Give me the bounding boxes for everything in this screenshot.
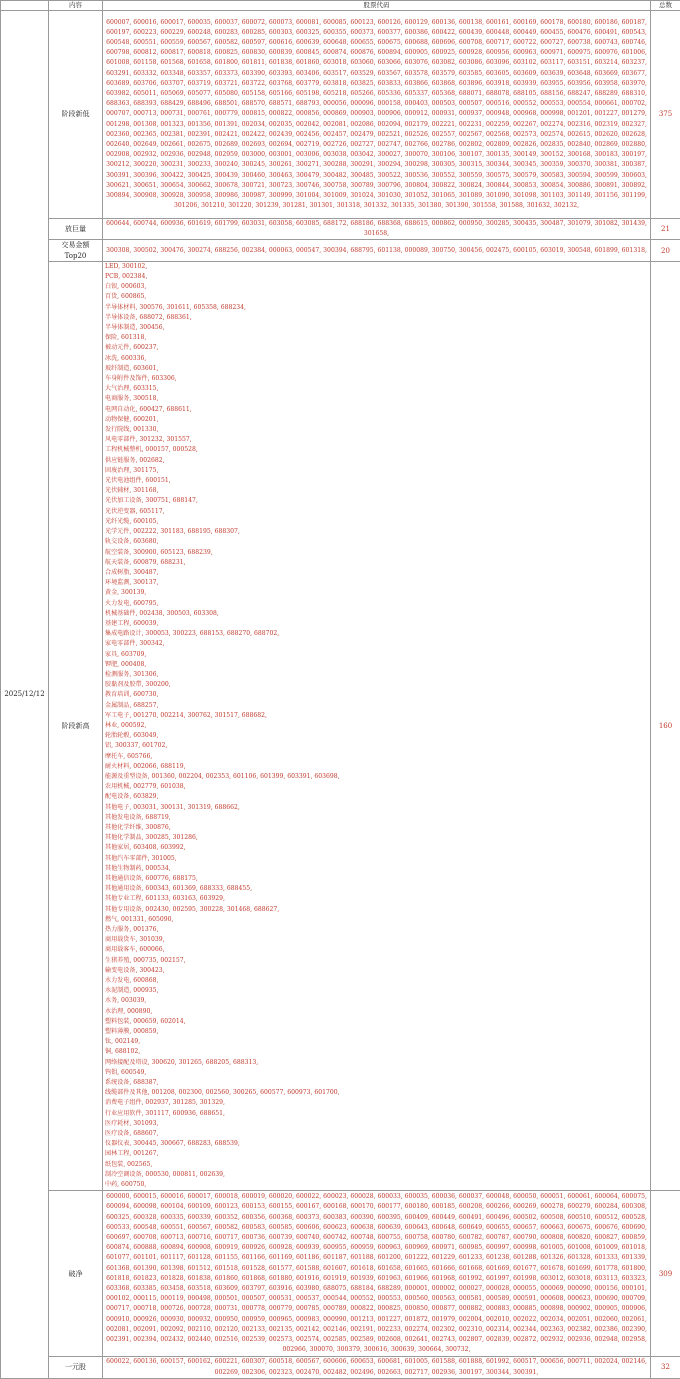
industry-line: 其他化学纤维, 300876, [105, 823, 648, 833]
industry-line: 保险, 601318, [105, 333, 648, 343]
industry-line: 水治理, 000890, [105, 1007, 648, 1017]
industry-line: 光伏加工设备, 300751, 688147, [105, 496, 648, 506]
industry-line: 车身附件及饰件, 603306, [105, 374, 648, 384]
industry-line: 热力服务, 001376, [105, 925, 648, 935]
industry-line: 白银, 000603, [105, 282, 648, 292]
industry-line: 钛, 002149, [105, 1037, 648, 1047]
category-cell: 阶段新高 [49, 261, 103, 1190]
industry-line: 铜, 688102, [105, 1047, 648, 1057]
industry-line: 被动元件, 600237, [105, 343, 648, 353]
category-cell: 放巨量 [49, 219, 103, 240]
industry-line: 固废治理, 301175, [105, 466, 648, 476]
category-cell: 破净 [49, 1191, 103, 1357]
codes-cell: 600000, 600015, 600016, 600017, 600018, 600019, 600020, 600022, 600023, 600028, 600033, 600035, 600036, 600037, 600048, 600050, 600051, 600061, 600064, 600075, 600094, 600098, 600104, 600109, 600123, 600153, 600155, 600167, 600168, 600170, 600177, 600180, 600185, 600208, 600266, 600269, 600278, 600279, 600284, 600308, 600325, 600328, 600335, 600339, 600352, 600356, 600368, 600373, 600383, 600390, 600395, 600409, 600449, 600491, 600496, 600502, 600508, 600510, 600512, 600528, 600533, 600548, 600551, 600567, 600582, 600583, 600585, 600606, 600623, 600638, 600639, 600643, 600648, 600649, 600655, 600657, 600663, 600675, 600676, 600690, 600697, 600708, 600713, 600716, 600717, 600736, 600739, 600740, 600742, 600748, 600755, 600758, 600780, 600782, 600787, 600790, 600808, 600820, 600827, 600859, 600874, 600888, 600894, 600908, 600919, 600926, 600928, 600939, 600955, 600959, 600963, 600969, 600971, 600985, 600997, 600998, 601005, 601008, 601009, 601018, 601077, 601101, 601117, 601128, 601155, 601166, 601169, 601186, 601187, 601188, 601200, 601222, 601229, 601233, 601238, 601288, 601326, 601328, 601333, 601339, 601368, 601390, 601398, 601512, 601518, 601528, 601577, 601588, 601607, 601618, 601658, 601665, 601666, 601668, 601669, 601677, 601678, 601699, 601778, 601800, 601818, 601823, 601828, 601838, 601860, 601868, 601880, 601916, 601919, 601939, 601963, 601966, 601968, 601992, 601997, 601998, 603012, 603018, 603113, 603323, 603368, 603385, 603458, 603518, 603609, 603797, 603916, 603980, 688075, 688184, 688289, 000001, 000002, 000027, 000028, 000055, 000069, 000090, 000156, 000101, 000102, 000115, 000119, 000498, 000501, 000507, 000531, 000537, 000544, 000552, 000553, 000560, 000563, 000581, 000589, 000591, 000608, 000623, 000690, 000709, 000717, 000718, 000726, 000728, 000731, 000778, 000779, 000785, 000789, 000822, 000825, 000850, 000877, 000882, 000883, 000885, 000898, 000902, 000905, 000906, 000910, 000926, 000930, 000932, 000950, 000959, 000965, 000983, 000990, 001213, 001227, 001872, 001979, 002004, 002010, 002022, 002034, 002051, 002060, 002061, 002081, 002091, 002092, 002110, 002120, 002133, 002135, 002142, 002146, 002191, 002233, 002274, 002302, 002310, 002314, 002344, 002363, 002382, 002386, 002390, 002391, 002394, 002432, 002440, 002516, 002539, 002573, 002574, 002585, 002589, 002608, 002641, 002743, 002807, 002839, 002872, 002932, 002936, 002948, 002958, 002966, 300070, 300379, 300616, 300639, 300664, 300732, [103, 1191, 651, 1357]
industry-line: 其他发电设备, 688719, [105, 813, 648, 823]
industry-line: 水泥制造, 000935, [105, 986, 648, 996]
codes-cell: 300308, 300502, 300476, 300274, 688256, 002384, 000063, 000547, 300394, 688795, 601138, 000089, 300750, 300456, 002475, 600105, 603019, 300548, 601899, 601318, [103, 240, 651, 261]
industry-line: 行业应用软件, 301117, 600936, 688651, [105, 1109, 648, 1119]
industry-line: 林业, 000592, [105, 721, 648, 731]
table-row [1, 219, 680, 240]
industry-line: 钨钼, 600549, [105, 1068, 648, 1078]
header-total: 总数 [651, 1, 680, 11]
industry-line: 生猪养殖, 000735, 002157, [105, 956, 648, 966]
industry-line: 电网自动化, 600427, 688611, [105, 405, 648, 415]
header-row [1, 1, 680, 11]
industry-line: 轨交设备, 603680, [105, 537, 648, 547]
industry-line: 家电零部件, 300342, [105, 639, 648, 649]
industry-line: 半导体材料, 300576, 301611, 605358, 688234, [105, 303, 648, 313]
industry-line: 检测服务, 301306, [105, 670, 648, 680]
industry-line: 黄金, 300139, [105, 588, 648, 598]
industry-line: 医疗设备, 688607, [105, 1129, 648, 1139]
industry-line: 轮胎轮毂, 603049, [105, 731, 648, 741]
category-cell: 阶段新低 [49, 11, 103, 219]
total-cell: 309 [651, 1191, 680, 1357]
industry-line: 线缆部件及其他, 001208, 002300, 002560, 300265, 600577, 600973, 601700, [105, 1088, 648, 1098]
industry-line: 风电零部件, 301232, 301557, [105, 435, 648, 445]
industry-line: 园林工程, 001267, [105, 1149, 648, 1159]
codes-cell: 600007, 600016, 600017, 600035, 600037, 600072, 600073, 600081, 600085, 600123, 600126, 600129, 600136, 600138, 600161, 600169, 600178, 600180, 600186, 600187, 600197, 600223, 600229, 600248, 600283, 600285, 600303, 600325, 600355, 600373, 600377, 600386, 600422, 600439, 600448, 600449, 600455, 600476, 600491, 600543, 600548, 600551, 600559, 600567, 600582, 600597, 600616, 600639, 600648, 600655, 600675, 600688, 600696, 600708, 600717, 600722, 600727, 600738, 600743, 600746, 600798, 600812, 600817, 600818, 600825, 600830, 600839, 600845, 600874, 600876, 600894, 600905, 600925, 600928, 600956, 600963, 600971, 600975, 600976, 601006, 601008, 601158, 601568, 601658, 601800, 601811, 601838, 601860, 603018, 603060, 603066, 603076, 603082, 603086, 603096, 603102, 603117, 603151, 603214, 603237, 603291, 603332, 603348, 603357, 603373, 603390, 603393, 603406, 603517, 603529, 603567, 603578, 603579, 603585, 603605, 603609, 603639, 603648, 603669, 603677, 603689, 603706, 603707, 603719, 603721, 603722, 603768, 603779, 603818, 603825, 603833, 603866, 603868, 603896, 603918, 603939, 603955, 603956, 603958, 603970, 603982, 605011, 605069, 605077, 605080, 605158, 605166, 605198, 605218, 605266, 605336, 605337, 605368, 688071, 688078, 688105, 688156, 688247, 688289, 688310, 688363, 688393, 688429, 688496, 688501, 688570, 688571, 688793, 000056, 000096, 000158, 000403, 000503, 000507, 000516, 000552, 000553, 000554, 000661, 000702, 000707, 000713, 000731, 000761, 000779, 000815, 000822, 000856, 000869, 000903, 000906, 000912, 000931, 000937, 000948, 000968, 000998, 001201, 001227, 001279, 001298, 001308, 001323, 001356, 001391, 002034, 002035, 002042, 002081, 002086, 002094, 002179, 002221, 002231, 002259, 002267, 002274, 002316, 002319, 002327, 002360, 002365, 002381, 002391, 002421, 002422, 002439, 002456, 002457, 002479, 002521, 002526, 002557, 002567, 002568, 002573, 002574, 002615, 002620, 002628, 002640, 002649, 002661, 002675, 002689, 002693, 002694, 002719, 002726, 002727, 002747, 002766, 002786, 002802, 002809, 002826, 002835, 002840, 002869, 002880, 002908, 002932, 002936, 002948, 002959, 003000, 003001, 003006, 003038, 003042, 300027, 300070, 300106, 300107, 300135, 300149, 300152, 300168, 300183, 300197, 300212, 300220, 300231, 300233, 300240, 300245, 300261, 300271, 300288, 300291, 300294, 300298, 300305, 300315, 300344, 300345, 300359, 300370, 300381, 300387, 300391, 300396, 300422, 300425, 300439, 300460, 300463, 300479, 300482, 300485, 300522, 300536, 300552, 300559, 300575, 300579, 300583, 300594, 300599, 300603, 300621, 300651, 300654, 300662, 300678, 300721, 300723, 300746, 300758, 300789, 300796, 300804, 300822, 300824, 300844, 300853, 300854, 300886, 300891, 300892, 300894, 300908, 300928, 300958, 300986, 300987, 300999, 301004, 301009, 301024, 301030, 301052, 301065, 301089, 301090, 301098, 301103, 301149, 301156, 301199, 301206, 301210, 301220, 301239, 301281, 301301, 301318, 301332, 301335, 301380, 301390, 301558, 301588, 301632, 302132, [103, 11, 651, 219]
industry-line: 其他家居, 603408, 603992, [105, 843, 648, 853]
industry-line: 其他汽车零部件, 301005, [105, 854, 648, 864]
codes-cell: 600022, 600136, 600157, 600162, 600221, 600307, 600518, 600567, 600606, 600653, 600681, 601005, 601588, 601888, 601992, 600517, 000656, 000711, 002024, 002146, 002269, 002306, 002323, 002470, 002482, 002496, 002663, 002717, 002936, 300197, 300344, 300391, [103, 1357, 651, 1378]
industry-line: 其他生物制药, 000534, [105, 864, 648, 874]
date-cell: 2025/12/12 [1, 11, 49, 1379]
industry-line: 环境监测, 300137, [105, 578, 648, 588]
industry-line: 集成电路设计, 300053, 300223, 688153, 688270, 688702, [105, 629, 648, 639]
industry-line: 动物保健, 600201, [105, 415, 648, 425]
industry-line: LED, 300102, [105, 262, 648, 272]
industry-line: 金属制品, 688257, [105, 701, 648, 711]
industry-line: 摩托车, 605766, [105, 752, 648, 762]
industry-line: 基建工程, 600039, [105, 619, 648, 629]
industry-line: 塑料包装, 000659, 602014, [105, 1017, 648, 1027]
industry-line: 百货, 600865, [105, 292, 648, 302]
industry-line: 光伏逆变器, 605117, [105, 507, 648, 517]
industry-line: 光纤光缆, 600105, [105, 517, 648, 527]
industry-line: 胶黏剂及胶带, 300200, [105, 680, 648, 690]
industry-line: 商用载货车, 301039, [105, 935, 648, 945]
industry-line: 纸包装, 002565, [105, 1160, 648, 1170]
total-cell: 32 [651, 1357, 680, 1378]
total-cell: 20 [651, 240, 680, 261]
industry-line: 航空装备, 300900, 605123, 688239, [105, 548, 648, 558]
industry-line: 网络接配及塔设, 300620, 301265, 688205, 688313, [105, 1058, 648, 1068]
header-codes: 股票代码 [103, 1, 651, 11]
industry-line: 铝, 300337, 601702, [105, 741, 648, 751]
industry-line: 光学元件, 002222, 301183, 688195, 688307, [105, 527, 648, 537]
industry-line: 光伏辅材, 301168, [105, 486, 648, 496]
industry-line: 供应链服务, 002682, [105, 456, 648, 466]
header-category: 内容 [49, 1, 103, 11]
category-cell: 一元股 [49, 1357, 103, 1378]
industry-line: 其他专业工程, 601133, 603163, 603929, [105, 894, 648, 904]
industry-line: 光伏电池组件, 600151, [105, 476, 648, 486]
industry-line: 塑料薄膜, 000859, [105, 1027, 648, 1037]
total-cell: 375 [651, 11, 680, 219]
industry-line: 医疗耗材, 301093, [105, 1119, 648, 1129]
industry-line: 半导体设备, 688072, 688361, [105, 313, 648, 323]
industry-line: 仪器仪表, 300445, 300667, 688283, 688539, [105, 1139, 648, 1149]
industry-list [103, 261, 651, 1190]
industry-line: 农用机械, 002779, 601038, [105, 782, 648, 792]
industry-line: PCB, 002384, [105, 272, 648, 282]
industry-line: 合成树脂, 300487, [105, 568, 648, 578]
industry-line: 军工电子, 001270, 002214, 300762, 301517, 688682, [105, 711, 648, 721]
table-row [1, 11, 680, 219]
industry-line: 系统设备, 688387, [105, 1078, 648, 1088]
industry-line: 能源及重型设备, 001360, 002204, 002353, 601106, 601399, 603391, 603698, [105, 772, 648, 782]
industry-line: 机械基础件, 002438, 300503, 603308, [105, 609, 648, 619]
industry-line: 大气治理, 603315, [105, 384, 648, 394]
industry-line: 耐火材料, 002066, 688119, [105, 762, 648, 772]
industry-line: 制冷空调设备, 000530, 000811, 002639, [105, 1170, 648, 1180]
industry-line: 中药, 600750, [105, 1180, 648, 1190]
industry-line: 水务, 003039, [105, 996, 648, 1006]
industry-line: 其他化学制品, 300285, 301286, [105, 833, 648, 843]
industry-line: 其他通信设备, 600776, 688175, [105, 874, 648, 884]
codes-cell: 600644, 600744, 600936, 601619, 601799, 603031, 603058, 603085, 688172, 688186, 688368, 688615, 000862, 000950, 300285, 300435, 300487, 301079, 301082, 301439, 301658, [103, 219, 651, 240]
industry-line: 其他专用设备, 002430, 002595, 300228, 301468, 688627, [105, 905, 648, 915]
industry-line: 航天装备, 600879, 688231, [105, 558, 648, 568]
industry-line: 商用载客车, 600066, [105, 945, 648, 955]
total-cell: 21 [651, 219, 680, 240]
table-row [1, 1191, 680, 1357]
industry-line: 玻纤制造, 603601, [105, 364, 648, 374]
industry-line: 钾肥, 000408, [105, 660, 648, 670]
industry-line: 工程机械整机, 000157, 000528, [105, 445, 648, 455]
total-cell: 160 [651, 261, 680, 1190]
category-cell: 交易金额Top20 [49, 240, 103, 261]
industry-line: 其他电子, 003031, 300131, 301319, 688662, [105, 803, 648, 813]
industry-line: 输变电设备, 300423, [105, 966, 648, 976]
industry-line: 消费电子组件, 002937, 301285, 301329, [105, 1098, 648, 1108]
table-row [1, 1357, 680, 1378]
industry-line: 家具, 603709, [105, 650, 648, 660]
industry-line: 电商服务, 300518, [105, 394, 648, 404]
industry-line: 火力发电, 600795, [105, 599, 648, 609]
industry-line: 配电设备, 603829, [105, 792, 648, 802]
table-row [1, 240, 680, 261]
industry-line: 冰洗, 600336, [105, 354, 648, 364]
industry-line: 半导体制造, 300456, [105, 323, 648, 333]
industry-line: 发行院线, 001330, [105, 425, 648, 435]
industry-line: 水力发电, 600868, [105, 976, 648, 986]
header-date [1, 1, 49, 11]
industry-line: 燃气, 001331, 605090, [105, 915, 648, 925]
table-row [1, 261, 680, 1190]
industry-line: 其他通用设备, 600343, 601369, 688333, 688455, [105, 884, 648, 894]
industry-line: 教育培训, 600730, [105, 690, 648, 700]
